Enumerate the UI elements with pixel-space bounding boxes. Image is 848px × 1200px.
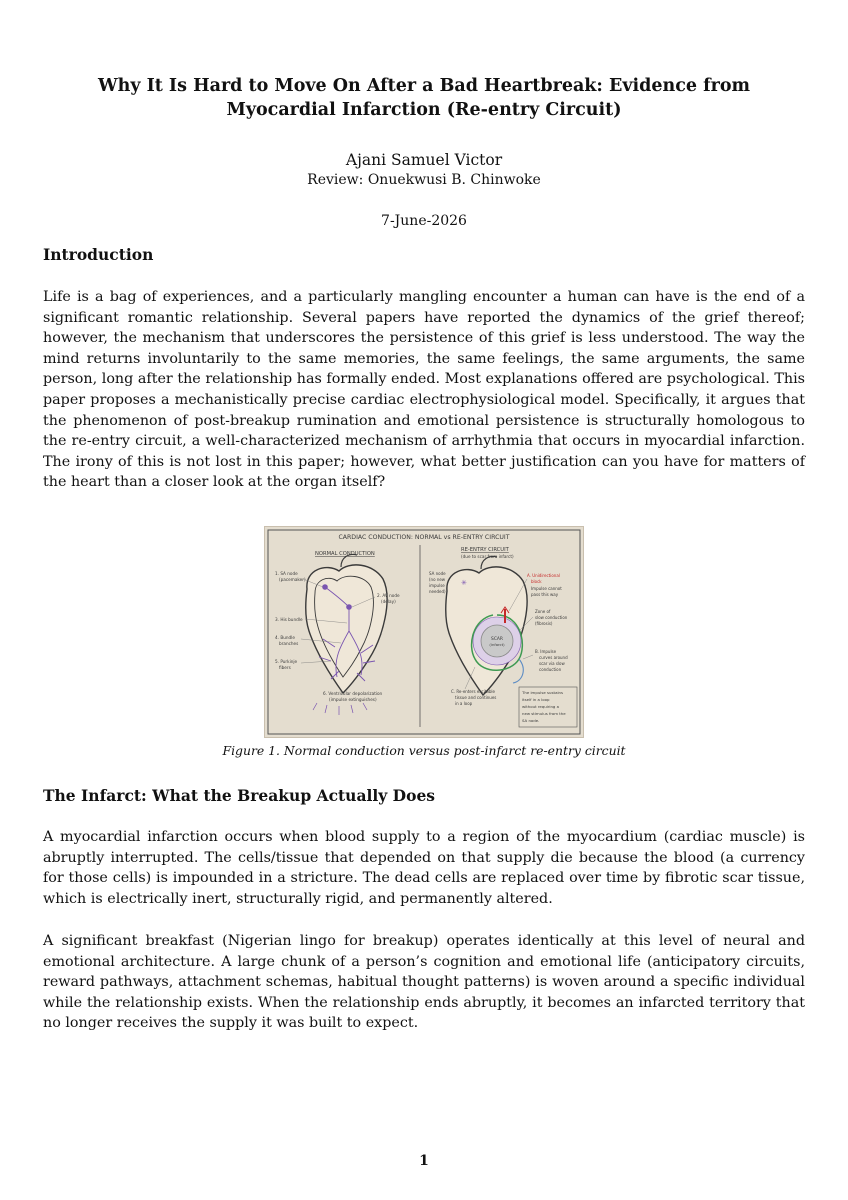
introduction-paragraph: Life is a bag of experiences, and a particularly mangling encounter a human can have is the end of a significant romantic relationship. Several papers have reported the dynamics of the grief thereof; however, the mechanism that underscores the persistence of this grief is less understood. The way the mind returns involuntarily to the same memories, the same feelings, the same arguments, the same person, long after the relationship has formally ended. Most explanations offered are psychological. This paper proposes a mechanistically precise cardiac electrophysiological model. Specifically, it argues that the phenomenon of post-breakup rumination and emotional persistence is structurally homologous to the re-entry circuit, a well-characterized mechanism of arrhythmia that occurs in myocardial infarction. The irony of this is not lost in this paper; however, what better justification can you have for matters of the heart than a closer look at the organ itself? <box>43 289 805 491</box>
svg-text:itself in a loop: itself in a loop <box>522 697 550 702</box>
svg-text:Impulse cannot: Impulse cannot <box>531 586 562 591</box>
figure-cardiac-conduction <box>264 526 584 738</box>
svg-text:4. Bundle: 4. Bundle <box>275 635 295 640</box>
author-name: Ajani Samuel Victor <box>345 151 503 169</box>
page-number: 1 <box>419 1153 429 1169</box>
infarct-paragraph-1: A myocardial infarction occurs when blood supply to a region of the myocardium (cardiac muscle) is abruptly interrupted. The cells/tissue that depended on that supply die because the blood (a currency for those cells) is impounded in a stricture. The dead cells are replaced over time by fibrotic scar tissue, which is electrically inert, structurally rigid, and permanently altered. <box>43 829 805 907</box>
svg-text:block: block <box>531 579 542 584</box>
svg-text:slow conduction: slow conduction <box>535 615 568 620</box>
av-node-icon <box>346 604 352 610</box>
svg-text:pass this way: pass this way <box>531 592 559 597</box>
paper-title: Why It Is Hard to Move On After a Bad Heartbreak: Evidence from Myocardial Infarction (Re-entry Circuit) <box>97 76 751 120</box>
svg-text:(pacemaker): (pacemaker) <box>279 577 306 582</box>
cardiac-conduction-illustration <box>265 527 583 737</box>
scar-sublabel: (infarct) <box>489 642 505 647</box>
reentry-note-text <box>521 690 566 723</box>
svg-text:in a loop: in a loop <box>455 701 473 706</box>
reentry-circuit-subtitle: (due to scar from infarct) <box>461 554 514 559</box>
svg-text:needed): needed) <box>429 589 446 594</box>
svg-text:tissue and continues: tissue and continues <box>455 695 497 700</box>
svg-text:impulse: impulse <box>429 583 445 588</box>
impulse-path <box>513 659 523 683</box>
svg-text:The impulse sustains: The impulse sustains <box>522 690 564 695</box>
svg-text:scar via slow: scar via slow <box>539 661 565 666</box>
svg-text:branches: branches <box>279 641 299 646</box>
svg-text:C. Re-enters excitable: C. Re-enters excitable <box>451 689 495 694</box>
svg-text:curves around: curves around <box>539 655 568 660</box>
svg-text:2. AV node: 2. AV node <box>377 593 400 598</box>
section-heading-introduction: Introduction <box>43 245 154 264</box>
sa-node-icon <box>322 584 328 590</box>
svg-text:SA node.: SA node. <box>522 718 540 723</box>
svg-text:5. Purkinje: 5. Purkinje <box>275 659 298 664</box>
figure-inner-title: CARDIAC CONDUCTION: NORMAL vs RE-ENTRY CIRCUIT <box>338 534 510 541</box>
svg-text:1. SA node: 1. SA node <box>275 571 298 576</box>
normal-heart <box>306 555 387 694</box>
sa-node-star-icon: ✳ <box>461 579 467 587</box>
svg-text:without requiring a: without requiring a <box>522 704 560 709</box>
svg-text:conduction: conduction <box>539 667 562 672</box>
svg-text:Zone of: Zone of <box>535 609 551 614</box>
svg-text:3. His bundle: 3. His bundle <box>275 617 303 622</box>
reentry-circuit-title: RE-ENTRY CIRCUIT <box>461 547 509 553</box>
section-heading-infarct: The Infarct: What the Breakup Actually Does <box>43 786 436 805</box>
svg-text:fibers: fibers <box>279 665 291 670</box>
svg-text:new stimulus from the: new stimulus from the <box>522 711 566 716</box>
reviewer-name: Review: Onuekwusi B. Chinwoke <box>307 172 541 188</box>
depolarization-arrows <box>313 703 367 715</box>
svg-text:(no new: (no new <box>429 577 446 582</box>
figure-caption: Figure 1. Normal conduction versus post-infarct re-entry circuit <box>222 743 626 758</box>
svg-text:(impulse extinguishes): (impulse extinguishes) <box>329 697 377 702</box>
svg-text:A. Unidirectional: A. Unidirectional <box>527 573 560 578</box>
scar-label: SCAR <box>491 637 503 642</box>
svg-text:6. Ventricular depolarization: 6. Ventricular depolarization <box>323 691 383 696</box>
svg-text:SA node: SA node <box>429 571 446 576</box>
publication-date: 7-June-2026 <box>381 213 467 229</box>
normal-conduction-title: NORMAL CONDUCTION <box>315 551 375 557</box>
svg-text:B. Impulse: B. Impulse <box>535 649 557 654</box>
svg-text:(delay): (delay) <box>381 599 396 604</box>
svg-text:(fibrosis): (fibrosis) <box>535 621 553 626</box>
infarct-paragraph-2: A significant breakfast (Nigerian lingo for breakup) operates identically at this level of neural and emotional architecture. A large chunk of a person’s cognition and emotional life (anticipatory circuits, reward pathways, attachment schemas, habitual thought patterns) is woven around a specific individual while the relationship exists. When the relationship ends abruptly, it becomes an infarcted territory that no longer receives the supply it was built to expect. <box>43 933 805 1032</box>
